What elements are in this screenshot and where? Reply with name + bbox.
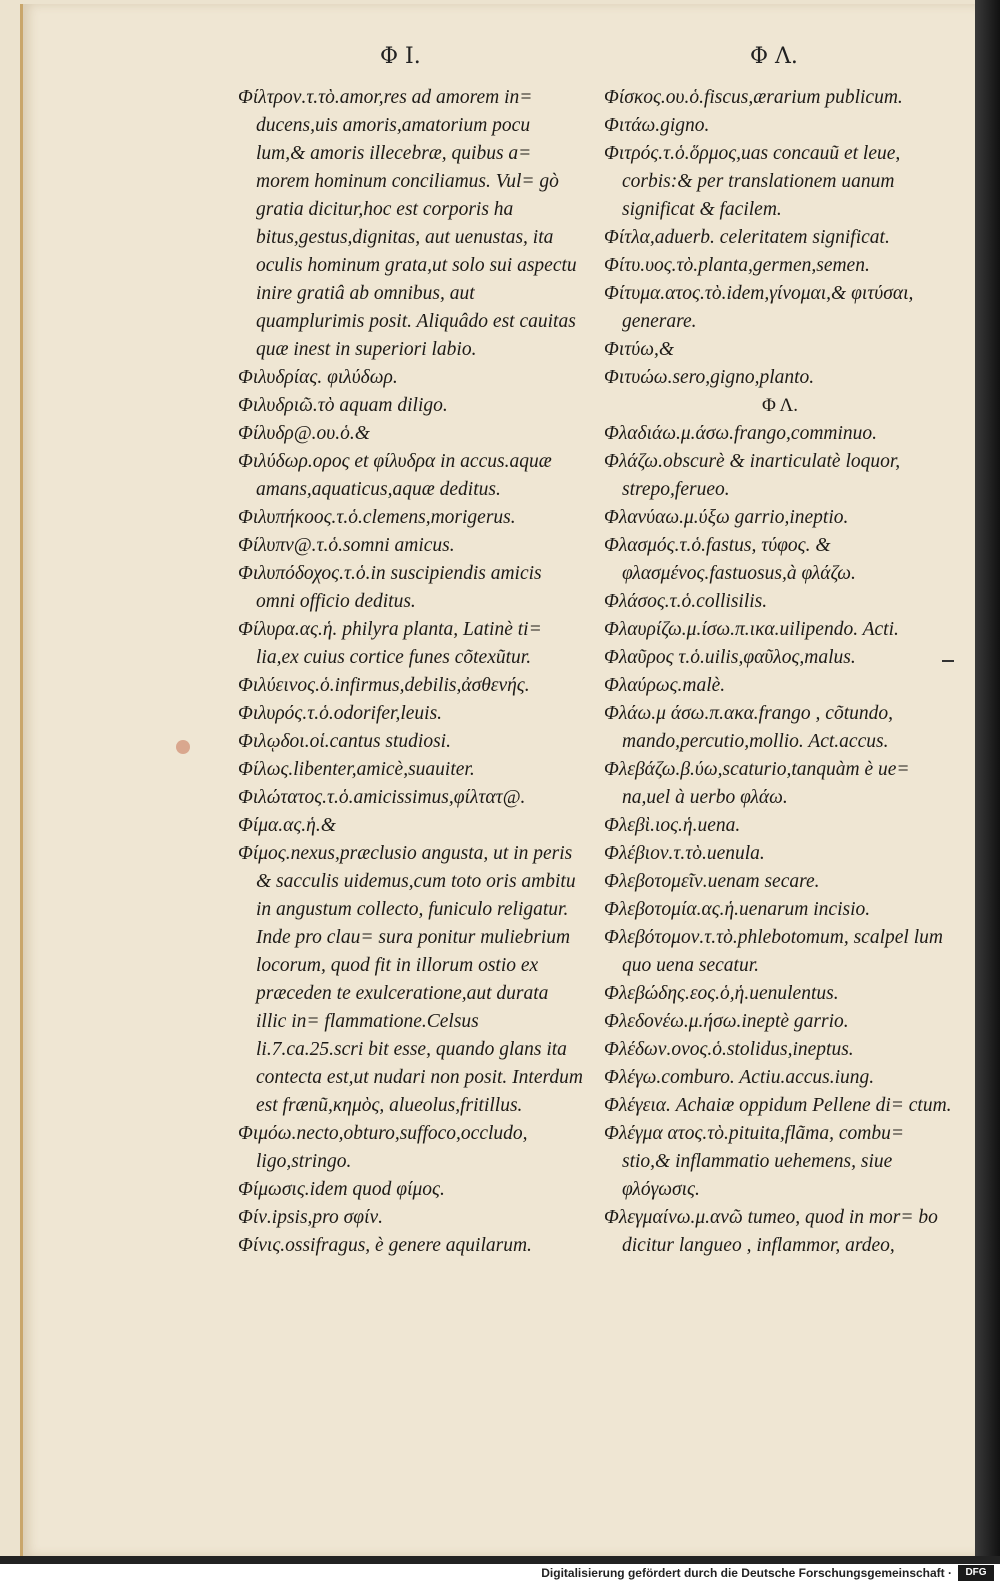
dictionary-entry: Φιλυπήκοος.τ.ὁ.clemens,morigerus. (238, 507, 516, 528)
right-column (604, 84, 956, 1260)
dictionary-entry: Φλεβοτομεῖν.uenam secare. (604, 871, 820, 892)
paper-stain (176, 740, 190, 754)
dictionary-entry: Φίμα.ας.ἡ.& (238, 815, 336, 836)
dictionary-entry: Φλαυρίζω.μ.ίσω.π.ικα.uilipendo. Acti. (604, 619, 899, 640)
dictionary-entry: Φιτυώω.sero,gigno,planto. (604, 367, 815, 388)
dictionary-entry: Φίτλα,aduerb. celeritatem significat. (604, 227, 890, 248)
dictionary-entry: Φλέγμα ατος.τὸ.pituita,flãma, combu= stio,& inflammatio uehemens, siue φλόγωσις. (604, 1123, 905, 1200)
dictionary-entry: Φλαύρως.malè. (604, 675, 726, 696)
dictionary-entry: Φλαῦρος τ.ὁ.uilis,φαῦλος,malus. (604, 647, 856, 668)
margin-mark (942, 660, 954, 662)
dictionary-entry: Φλαδιάω.μ.άσω.frango,comminuo. (604, 423, 878, 444)
dictionary-entry: Φίμος.nexus,præclusio angusta, ut in peris & sacculis uidemus,cum toto oris ambitu in angustum collecto, funiculo religatur. Inde pro clau= sura ponitur muliebrium locorum, quod fit in illorum ostio ex præceden te exulceratione,aut durata illic in= flammatione.Celsus li.7.ca.25.scri bit esse, quando glans ita contecta est,ut nudari non posit. Interdum est frænũ,κημὸς, alueolus,fritillus. (238, 843, 583, 1116)
dfg-logo: DFG (958, 1565, 994, 1581)
dictionary-entry: Φιλυδριῶ.τὸ aquam diligo. (238, 395, 448, 416)
dictionary-entry: Φλασμός.τ.ὁ.fastus, τύφος. & φλασμένος.fastuosus,à φλάζω. (604, 535, 856, 584)
scan-bottom-edge (0, 1556, 1000, 1564)
dictionary-entry: Φιλῳδοι.οἱ.cantus studiosi. (238, 731, 451, 752)
dictionary-entry: Φλέδων.ονος.ὁ.stolidus,ineptus. (604, 1039, 854, 1060)
dictionary-entry: Φιλύδωρ.ορος et φίλυδρα in accus.aquæ amans,aquaticus,aquæ deditus. (238, 451, 552, 500)
dictionary-entry: Φιλυπόδοχος.τ.ὁ.in suscipiendis amicis omni officio deditus. (238, 563, 542, 612)
dictionary-entry: Φιλύεινος.ὁ.infirmus,debilis,ἀσθενής. (238, 675, 530, 696)
dictionary-entry: Φλεβὶ.ιος.ἡ.uena. (604, 815, 741, 836)
dictionary-entry: Φλανύαω.μ.ύξω garrio,ineptio. (604, 507, 849, 528)
dictionary-entry: Φίλυδρ@.ου.ὁ.& (238, 423, 370, 444)
dictionary-entry: Φλεβότομον.τ.τὸ.phlebotomum, scalpel lum quo uena secatur. (604, 927, 943, 976)
left-column-header: Φ I. (380, 44, 421, 69)
dictionary-entry: Φίσκος.ου.ὁ.fiscus,ærarium publicum. (604, 87, 903, 108)
dictionary-entry: Φιτάω.gigno. (604, 115, 710, 136)
scan-edge (975, 0, 1000, 1560)
dictionary-entry: Φίν.ipsis,pro σφίν. (238, 1207, 384, 1228)
dictionary-entry: Φλεβάζω.β.ύω,scaturio,tanquàm è ue= na,uel à uerbo φλάω. (604, 759, 910, 808)
dictionary-entry: Φιτύω,& (604, 339, 675, 360)
dictionary-entry: Φλεγμαίνω.μ.ανῶ tumeo, quod in mor= bo dicitur langueo , inflammor, ardeo, (604, 1207, 938, 1256)
dictionary-entry: Φίτυμα.ατος.τὸ.idem,γίνομαι,& φιτύσαι, generare. (604, 283, 914, 332)
dictionary-entry: Φλεβοτομία.ας.ἡ.uenarum incisio. (604, 899, 871, 920)
dictionary-entry: Φιμόω.necto,obturo,suffoco,occludo, ligo,stringo. (238, 1123, 528, 1172)
dictionary-entry: Φίλυρα.ας.ἡ. philyra planta, Latinè ti= lia,ex cuius cortice funes cõtexũtur. (238, 619, 542, 668)
right-column-entries-b (604, 420, 956, 1260)
dictionary-entry: Φίμωσις.idem quod φίμος. (238, 1179, 445, 1200)
dictionary-entry: Φλεδονέω.μ.ήσω.ineptè garrio. (604, 1011, 849, 1032)
dictionary-entry: Φιτρός.τ.ὁ.ὅρμος,uas concauũ et leue, corbis:& per translationem uanum significat & facilem. (604, 143, 901, 220)
dictionary-entry: Φλέγω.comburo. Actiu.accus.iung. (604, 1067, 875, 1088)
digitization-credit: Digitalisierung gefördert durch die Deutsche Forschungsgemeinschaft · (541, 1566, 952, 1580)
section-subhead: Φ Λ. (761, 395, 799, 416)
dictionary-entry: Φιλώτατος.τ.ὁ.amicissimus,φίλτατ@. (238, 787, 526, 808)
dictionary-entry: Φλάσος.τ.ὁ.collisilis. (604, 591, 768, 612)
dictionary-entry: Φίλτρον.τ.τὸ.amor,res ad amorem in= ducens,uis amoris,amatorium pocu lum,& amoris illecebræ, quibus a= morem hominum conciliamus. Vul= gò gratia dicitur,hoc est corporis ha bitus,gestus,dignitas, aut uenustas, ita oculis hominum grata,ut solo sui aspectu inire gratiâ ab omnibus, aut quamplurimis posit. Aliquâdo est cauitas quæ inest in superiori labio. (238, 87, 577, 360)
dictionary-entry: Φλεβώδης.εος.ὁ,ἡ.uenulentus. (604, 983, 839, 1004)
dictionary-entry: Φίτυ.υος.τὸ.planta,germen,semen. (604, 255, 870, 276)
dictionary-entry: Φλάω.μ άσω.π.ακα.frango , cõtundo, mando,percutio,mollio. Act.accus. (604, 703, 894, 752)
dictionary-entry: Φλέγεια. Achaiæ oppidum Pellene di= ctum. (604, 1095, 952, 1116)
dictionary-entry: Φλέβιον.τ.τὸ.uenula. (604, 843, 765, 864)
dictionary-entry: Φιλυρός.τ.ὁ.odorifer,leuis. (238, 703, 443, 724)
right-column-entries-a (604, 84, 956, 392)
dictionary-entry: Φλάζω.obscurè & inarticulatè loquor, strepo,ferueo. (604, 451, 901, 500)
left-column (238, 84, 583, 1260)
dictionary-entry: Φιλυδρίας. φιλύδωρ. (238, 367, 398, 388)
right-column-header: Φ Λ. (750, 44, 798, 69)
dictionary-entry: Φίλως.libenter,amicè,suauiter. (238, 759, 475, 780)
dictionary-entry: Φίλυπν@.τ.ὁ.somni amicus. (238, 535, 455, 556)
dictionary-entry: Φίνις.ossifragus, è genere aquilarum. (238, 1235, 532, 1256)
